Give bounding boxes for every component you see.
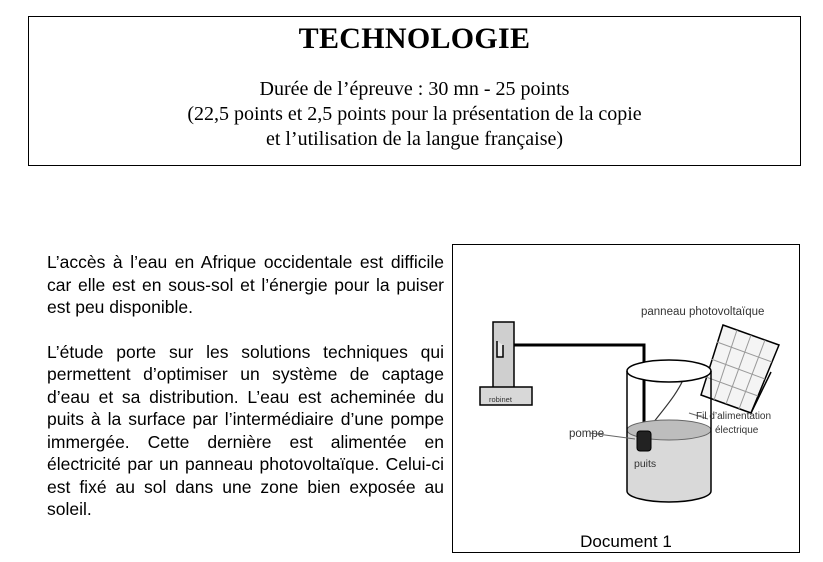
exam-points-line1: (22,5 points et 2,5 points pour la présentation de la copie — [187, 103, 642, 125]
wire-label-line1: Fil d’alimentation — [696, 411, 772, 422]
tap-icon — [480, 322, 532, 405]
intro-paragraph-1: L’accès à l’eau en Afrique occidentale est difficile car elle est en sous-sol et l’énergie pour la puiser est peu disponible. — [47, 252, 444, 317]
well-label: puits — [634, 458, 657, 470]
pump-label: pompe — [569, 428, 605, 440]
wire-label-line2: électrique — [715, 425, 759, 436]
exam-duration: Durée de l’épreuve : 30 mn - 25 points — [259, 78, 570, 100]
intro-text — [47, 251, 444, 543]
document-caption: Document 1 — [580, 532, 672, 551]
pump-icon — [637, 431, 651, 451]
pumping-system-diagram — [453, 245, 801, 554]
exam-title: TECHNOLOGIE — [298, 22, 531, 55]
intro-paragraph-2: L’étude porte sur les solutions techniques qui permettent d’optimiser un système de captage d’eau et sa distribution. L’eau est acheminée du puits à la surface par l’intermédiaire d’une pompe immergée. Cette dernière est alimentée en électricité par un panneau photovoltaïque. Celui-ci est fixé au sol dans une zone bien exposée au soleil. — [47, 341, 444, 519]
document-1-figure — [452, 244, 800, 553]
tap-label: robinet — [489, 395, 512, 404]
solar-panel-icon — [701, 325, 779, 413]
exam-header — [28, 16, 801, 166]
panel-label: panneau photovoltaïque — [641, 306, 765, 318]
exam-subtitle — [29, 77, 800, 152]
exam-points-line2: et l’utilisation de la langue française) — [265, 128, 564, 150]
